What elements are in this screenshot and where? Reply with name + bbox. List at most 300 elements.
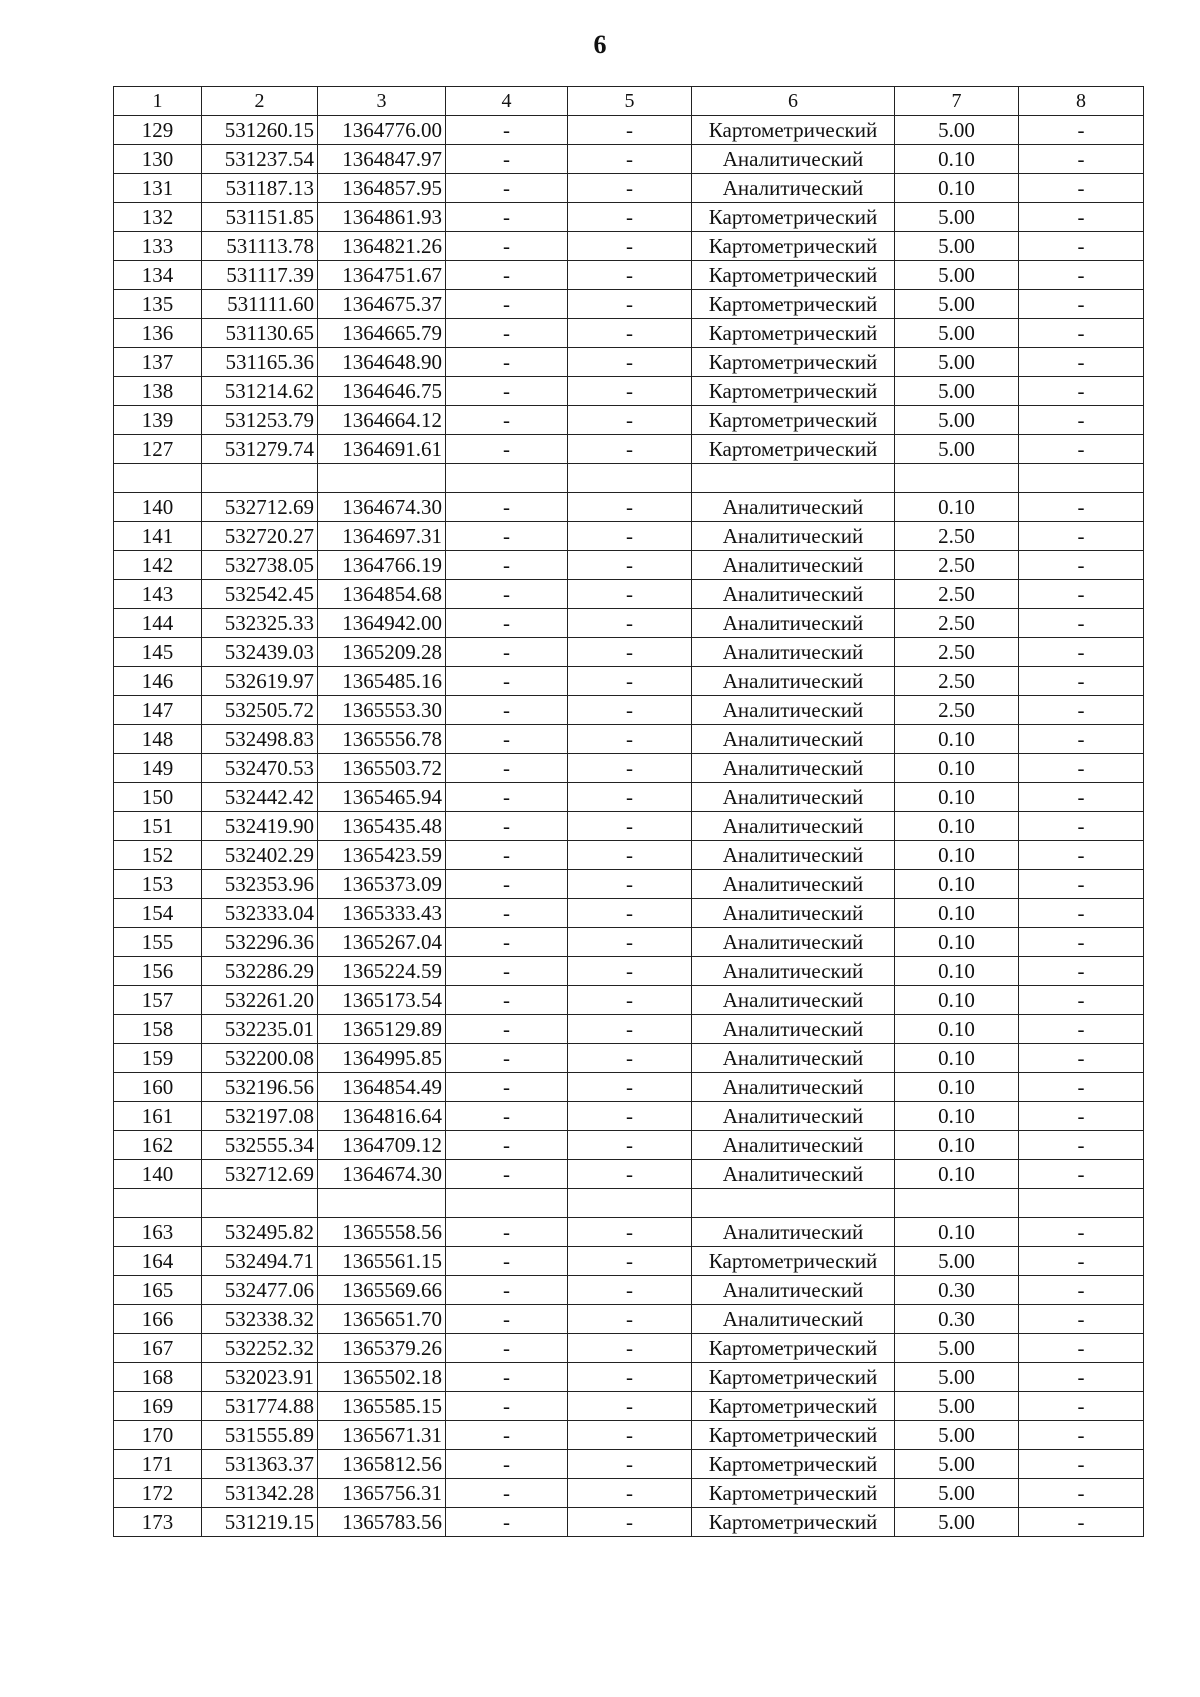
table-row — [114, 290, 1144, 319]
point-number-cell: 158 — [114, 1015, 202, 1044]
point-number-cell: 147 — [114, 696, 202, 725]
col-8-cell: - — [1019, 638, 1144, 667]
point-number-cell — [114, 1189, 202, 1218]
accuracy-cell: 0.10 — [895, 1102, 1019, 1131]
x-coordinate-cell: 532333.04 — [202, 899, 318, 928]
col-8-cell: - — [1019, 551, 1144, 580]
col-8-cell: - — [1019, 841, 1144, 870]
col-5-cell: - — [568, 580, 692, 609]
col-5-cell: - — [568, 1508, 692, 1537]
x-coordinate-cell: 531130.65 — [202, 319, 318, 348]
point-number-cell: 133 — [114, 232, 202, 261]
col-8-cell: - — [1019, 609, 1144, 638]
accuracy-cell: 0.10 — [895, 493, 1019, 522]
table-row — [114, 1363, 1144, 1392]
col-5-cell — [568, 1189, 692, 1218]
col-8-cell: - — [1019, 1508, 1144, 1537]
method-cell: Картометрический — [692, 1450, 895, 1479]
method-cell: Картометрический — [692, 1421, 895, 1450]
column-header: 7 — [895, 87, 1019, 116]
y-coordinate-cell: 1365209.28 — [318, 638, 446, 667]
y-coordinate-cell: 1365485.16 — [318, 667, 446, 696]
col-8-cell: - — [1019, 928, 1144, 957]
col-8-cell: - — [1019, 1044, 1144, 1073]
col-4-cell: - — [446, 1276, 568, 1305]
x-coordinate-cell: 532023.91 — [202, 1363, 318, 1392]
col-8-cell: - — [1019, 1363, 1144, 1392]
point-number-cell: 170 — [114, 1421, 202, 1450]
y-coordinate-cell: 1365465.94 — [318, 783, 446, 812]
col-5-cell: - — [568, 116, 692, 145]
y-coordinate-cell: 1364816.64 — [318, 1102, 446, 1131]
col-4-cell: - — [446, 406, 568, 435]
x-coordinate-cell: 531363.37 — [202, 1450, 318, 1479]
accuracy-cell: 5.00 — [895, 1508, 1019, 1537]
y-coordinate-cell: 1365373.09 — [318, 870, 446, 899]
col-5-cell: - — [568, 551, 692, 580]
table-row — [114, 319, 1144, 348]
col-5-cell: - — [568, 725, 692, 754]
point-number-cell: 167 — [114, 1334, 202, 1363]
method-cell: Аналитический — [692, 1073, 895, 1102]
point-number-cell: 154 — [114, 899, 202, 928]
table-row — [114, 580, 1144, 609]
table-row — [114, 1044, 1144, 1073]
x-coordinate-cell: 531117.39 — [202, 261, 318, 290]
accuracy-cell: 5.00 — [895, 1450, 1019, 1479]
y-coordinate-cell: 1364674.30 — [318, 1160, 446, 1189]
col-4-cell: - — [446, 1305, 568, 1334]
col-8-cell: - — [1019, 1218, 1144, 1247]
point-number-cell: 138 — [114, 377, 202, 406]
accuracy-cell: 2.50 — [895, 638, 1019, 667]
x-coordinate-cell: 532442.42 — [202, 783, 318, 812]
point-number-cell: 135 — [114, 290, 202, 319]
table-header-row — [114, 87, 1144, 116]
col-5-cell: - — [568, 1102, 692, 1131]
method-cell: Картометрический — [692, 1334, 895, 1363]
col-8-cell: - — [1019, 1131, 1144, 1160]
accuracy-cell — [895, 1189, 1019, 1218]
y-coordinate-cell: 1365569.66 — [318, 1276, 446, 1305]
point-number-cell: 146 — [114, 667, 202, 696]
method-cell: Картометрический — [692, 406, 895, 435]
col-5-cell: - — [568, 638, 692, 667]
col-4-cell: - — [446, 174, 568, 203]
col-8-cell: - — [1019, 899, 1144, 928]
table-row — [114, 174, 1144, 203]
col-8-cell: - — [1019, 290, 1144, 319]
method-cell: Аналитический — [692, 638, 895, 667]
x-coordinate-cell: 532498.83 — [202, 725, 318, 754]
y-coordinate-cell: 1364857.95 — [318, 174, 446, 203]
method-cell: Картометрический — [692, 261, 895, 290]
col-8-cell: - — [1019, 754, 1144, 783]
y-coordinate-cell: 1364847.97 — [318, 145, 446, 174]
col-8-cell: - — [1019, 1421, 1144, 1450]
x-coordinate-cell: 532470.53 — [202, 754, 318, 783]
accuracy-cell: 5.00 — [895, 290, 1019, 319]
table-row — [114, 261, 1144, 290]
table-separator-row — [114, 464, 1144, 493]
method-cell: Картометрический — [692, 290, 895, 319]
col-8-cell: - — [1019, 667, 1144, 696]
col-8-cell: - — [1019, 348, 1144, 377]
method-cell: Картометрический — [692, 116, 895, 145]
table-row — [114, 1334, 1144, 1363]
x-coordinate-cell: 531253.79 — [202, 406, 318, 435]
method-cell: Аналитический — [692, 1305, 895, 1334]
point-number-cell: 132 — [114, 203, 202, 232]
accuracy-cell: 0.10 — [895, 870, 1019, 899]
col-5-cell: - — [568, 696, 692, 725]
point-number-cell: 151 — [114, 812, 202, 841]
x-coordinate-cell: 532200.08 — [202, 1044, 318, 1073]
col-8-cell: - — [1019, 1305, 1144, 1334]
col-4-cell: - — [446, 841, 568, 870]
table-row — [114, 1479, 1144, 1508]
y-coordinate-cell: 1364942.00 — [318, 609, 446, 638]
table-row — [114, 1247, 1144, 1276]
method-cell: Аналитический — [692, 1015, 895, 1044]
col-8-cell — [1019, 464, 1144, 493]
col-4-cell: - — [446, 609, 568, 638]
col-4-cell: - — [446, 1131, 568, 1160]
col-4-cell: - — [446, 957, 568, 986]
col-8-cell: - — [1019, 1073, 1144, 1102]
col-5-cell: - — [568, 348, 692, 377]
method-cell: Аналитический — [692, 1218, 895, 1247]
col-8-cell: - — [1019, 203, 1144, 232]
col-5-cell: - — [568, 290, 692, 319]
x-coordinate-cell: 531214.62 — [202, 377, 318, 406]
col-8-cell — [1019, 1189, 1144, 1218]
accuracy-cell: 0.10 — [895, 986, 1019, 1015]
y-coordinate-cell: 1365503.72 — [318, 754, 446, 783]
point-number-cell: 136 — [114, 319, 202, 348]
col-8-cell: - — [1019, 696, 1144, 725]
point-number-cell: 139 — [114, 406, 202, 435]
method-cell: Картометрический — [692, 1479, 895, 1508]
point-number-cell: 155 — [114, 928, 202, 957]
accuracy-cell: 0.10 — [895, 1015, 1019, 1044]
accuracy-cell: 2.50 — [895, 609, 1019, 638]
accuracy-cell: 0.10 — [895, 1131, 1019, 1160]
col-5-cell: - — [568, 406, 692, 435]
table-row — [114, 754, 1144, 783]
table-row — [114, 667, 1144, 696]
accuracy-cell: 2.50 — [895, 522, 1019, 551]
method-cell: Аналитический — [692, 551, 895, 580]
col-8-cell: - — [1019, 1392, 1144, 1421]
accuracy-cell: 5.00 — [895, 1247, 1019, 1276]
point-number-cell: 168 — [114, 1363, 202, 1392]
table-row — [114, 696, 1144, 725]
x-coordinate-cell: 532738.05 — [202, 551, 318, 580]
point-number-cell: 149 — [114, 754, 202, 783]
y-coordinate-cell — [318, 1189, 446, 1218]
col-4-cell: - — [446, 522, 568, 551]
x-coordinate-cell: 532402.29 — [202, 841, 318, 870]
table-row — [114, 1392, 1144, 1421]
x-coordinate-cell: 531555.89 — [202, 1421, 318, 1450]
table-row — [114, 1421, 1144, 1450]
y-coordinate-cell: 1364648.90 — [318, 348, 446, 377]
point-number-cell: 163 — [114, 1218, 202, 1247]
col-4-cell: - — [446, 986, 568, 1015]
y-coordinate-cell: 1364766.19 — [318, 551, 446, 580]
col-4-cell: - — [446, 580, 568, 609]
y-coordinate-cell: 1364854.68 — [318, 580, 446, 609]
method-cell: Картометрический — [692, 1508, 895, 1537]
accuracy-cell: 0.10 — [895, 754, 1019, 783]
col-8-cell: - — [1019, 406, 1144, 435]
accuracy-cell: 5.00 — [895, 406, 1019, 435]
point-number-cell: 166 — [114, 1305, 202, 1334]
table-row — [114, 348, 1144, 377]
col-8-cell: - — [1019, 145, 1144, 174]
col-4-cell: - — [446, 1508, 568, 1537]
point-number-cell: 144 — [114, 609, 202, 638]
x-coordinate-cell: 532235.01 — [202, 1015, 318, 1044]
col-5-cell: - — [568, 174, 692, 203]
y-coordinate-cell: 1364674.30 — [318, 493, 446, 522]
y-coordinate-cell: 1365783.56 — [318, 1508, 446, 1537]
method-cell: Картометрический — [692, 435, 895, 464]
table-row — [114, 870, 1144, 899]
method-cell: Картометрический — [692, 319, 895, 348]
col-5-cell: - — [568, 1479, 692, 1508]
accuracy-cell: 5.00 — [895, 1421, 1019, 1450]
col-8-cell: - — [1019, 580, 1144, 609]
col-5-cell: - — [568, 957, 692, 986]
col-5-cell: - — [568, 1334, 692, 1363]
col-4-cell: - — [446, 783, 568, 812]
y-coordinate-cell: 1364646.75 — [318, 377, 446, 406]
accuracy-cell: 0.10 — [895, 899, 1019, 928]
point-number-cell: 157 — [114, 986, 202, 1015]
col-5-cell: - — [568, 261, 692, 290]
col-4-cell — [446, 464, 568, 493]
col-8-cell: - — [1019, 493, 1144, 522]
table-separator-row — [114, 1189, 1144, 1218]
col-4-cell: - — [446, 754, 568, 783]
table-body — [114, 87, 1144, 1537]
table-row — [114, 841, 1144, 870]
y-coordinate-cell: 1364664.12 — [318, 406, 446, 435]
table-row — [114, 551, 1144, 580]
method-cell: Аналитический — [692, 493, 895, 522]
point-number-cell: 169 — [114, 1392, 202, 1421]
y-coordinate-cell: 1365561.15 — [318, 1247, 446, 1276]
col-4-cell: - — [446, 928, 568, 957]
accuracy-cell: 0.30 — [895, 1276, 1019, 1305]
method-cell: Аналитический — [692, 145, 895, 174]
col-5-cell: - — [568, 1392, 692, 1421]
table-row — [114, 1015, 1144, 1044]
method-cell: Аналитический — [692, 609, 895, 638]
col-4-cell: - — [446, 667, 568, 696]
table-row — [114, 783, 1144, 812]
x-coordinate-cell: 532286.29 — [202, 957, 318, 986]
x-coordinate-cell: 531774.88 — [202, 1392, 318, 1421]
col-5-cell: - — [568, 319, 692, 348]
table-row — [114, 377, 1144, 406]
method-cell: Аналитический — [692, 899, 895, 928]
col-5-cell: - — [568, 812, 692, 841]
x-coordinate-cell: 532495.82 — [202, 1218, 318, 1247]
col-8-cell: - — [1019, 783, 1144, 812]
point-number-cell: 140 — [114, 1160, 202, 1189]
accuracy-cell: 5.00 — [895, 261, 1019, 290]
method-cell: Аналитический — [692, 696, 895, 725]
table-row — [114, 435, 1144, 464]
col-4-cell: - — [446, 319, 568, 348]
col-5-cell: - — [568, 986, 692, 1015]
table-row — [114, 812, 1144, 841]
col-4-cell: - — [446, 812, 568, 841]
col-8-cell: - — [1019, 1247, 1144, 1276]
col-8-cell: - — [1019, 1160, 1144, 1189]
col-4-cell: - — [446, 261, 568, 290]
col-4-cell: - — [446, 638, 568, 667]
accuracy-cell: 5.00 — [895, 203, 1019, 232]
y-coordinate-cell: 1365553.30 — [318, 696, 446, 725]
column-header: 3 — [318, 87, 446, 116]
table-row — [114, 725, 1144, 754]
col-4-cell: - — [446, 1247, 568, 1276]
accuracy-cell: 2.50 — [895, 696, 1019, 725]
method-cell — [692, 464, 895, 493]
table-row — [114, 232, 1144, 261]
x-coordinate-cell: 531187.13 — [202, 174, 318, 203]
col-8-cell: - — [1019, 1334, 1144, 1363]
method-cell: Картометрический — [692, 1247, 895, 1276]
col-8-cell: - — [1019, 522, 1144, 551]
point-number-cell: 159 — [114, 1044, 202, 1073]
point-number-cell: 153 — [114, 870, 202, 899]
accuracy-cell: 5.00 — [895, 348, 1019, 377]
point-number-cell: 131 — [114, 174, 202, 203]
table-row — [114, 1305, 1144, 1334]
col-5-cell: - — [568, 1305, 692, 1334]
x-coordinate-cell: 531237.54 — [202, 145, 318, 174]
method-cell: Аналитический — [692, 580, 895, 609]
y-coordinate-cell: 1365173.54 — [318, 986, 446, 1015]
accuracy-cell: 0.10 — [895, 1160, 1019, 1189]
y-coordinate-cell: 1364697.31 — [318, 522, 446, 551]
method-cell: Аналитический — [692, 725, 895, 754]
col-4-cell: - — [446, 1334, 568, 1363]
accuracy-cell: 2.50 — [895, 580, 1019, 609]
x-coordinate-cell: 532720.27 — [202, 522, 318, 551]
table-row — [114, 1276, 1144, 1305]
col-5-cell: - — [568, 841, 692, 870]
col-5-cell: - — [568, 377, 692, 406]
y-coordinate-cell: 1365556.78 — [318, 725, 446, 754]
method-cell: Аналитический — [692, 957, 895, 986]
y-coordinate-cell — [318, 464, 446, 493]
col-4-cell: - — [446, 1392, 568, 1421]
point-number-cell: 172 — [114, 1479, 202, 1508]
column-header: 1 — [114, 87, 202, 116]
col-4-cell: - — [446, 1073, 568, 1102]
col-4-cell: - — [446, 232, 568, 261]
x-coordinate-cell: 532494.71 — [202, 1247, 318, 1276]
col-4-cell: - — [446, 1363, 568, 1392]
col-4-cell: - — [446, 696, 568, 725]
y-coordinate-cell: 1365671.31 — [318, 1421, 446, 1450]
accuracy-cell: 5.00 — [895, 319, 1019, 348]
col-5-cell: - — [568, 754, 692, 783]
x-coordinate-cell — [202, 1189, 318, 1218]
col-4-cell: - — [446, 348, 568, 377]
x-coordinate-cell: 532252.32 — [202, 1334, 318, 1363]
table-row — [114, 1131, 1144, 1160]
y-coordinate-cell: 1365651.70 — [318, 1305, 446, 1334]
accuracy-cell: 0.10 — [895, 725, 1019, 754]
x-coordinate-cell: 532338.32 — [202, 1305, 318, 1334]
col-5-cell: - — [568, 1421, 692, 1450]
method-cell: Аналитический — [692, 812, 895, 841]
point-number-cell: 145 — [114, 638, 202, 667]
col-4-cell: - — [446, 116, 568, 145]
col-4-cell: - — [446, 870, 568, 899]
column-header: 6 — [692, 87, 895, 116]
column-header: 2 — [202, 87, 318, 116]
col-5-cell: - — [568, 870, 692, 899]
x-coordinate-cell: 532197.08 — [202, 1102, 318, 1131]
col-5-cell: - — [568, 1131, 692, 1160]
x-coordinate-cell — [202, 464, 318, 493]
col-5-cell: - — [568, 1160, 692, 1189]
x-coordinate-cell: 532712.69 — [202, 493, 318, 522]
col-4-cell: - — [446, 1450, 568, 1479]
table-row — [114, 1102, 1144, 1131]
method-cell: Аналитический — [692, 522, 895, 551]
col-5-cell: - — [568, 667, 692, 696]
col-8-cell: - — [1019, 870, 1144, 899]
col-5-cell: - — [568, 1276, 692, 1305]
x-coordinate-cell: 532505.72 — [202, 696, 318, 725]
method-cell: Картометрический — [692, 1392, 895, 1421]
table-row — [114, 1450, 1144, 1479]
page-number: 6 — [593, 30, 607, 59]
col-5-cell: - — [568, 435, 692, 464]
accuracy-cell: 0.30 — [895, 1305, 1019, 1334]
method-cell: Аналитический — [692, 783, 895, 812]
method-cell: Аналитический — [692, 928, 895, 957]
accuracy-cell: 0.10 — [895, 1218, 1019, 1247]
accuracy-cell: 5.00 — [895, 1363, 1019, 1392]
y-coordinate-cell: 1365585.15 — [318, 1392, 446, 1421]
table-row — [114, 493, 1144, 522]
table-row — [114, 609, 1144, 638]
col-4-cell: - — [446, 725, 568, 754]
accuracy-cell: 0.10 — [895, 841, 1019, 870]
col-4-cell: - — [446, 1160, 568, 1189]
col-5-cell: - — [568, 522, 692, 551]
col-5-cell: - — [568, 609, 692, 638]
method-cell: Аналитический — [692, 1160, 895, 1189]
col-4-cell: - — [446, 899, 568, 928]
col-8-cell: - — [1019, 1102, 1144, 1131]
table-row — [114, 1160, 1144, 1189]
y-coordinate-cell: 1364821.26 — [318, 232, 446, 261]
col-4-cell: - — [446, 1015, 568, 1044]
y-coordinate-cell: 1365129.89 — [318, 1015, 446, 1044]
accuracy-cell: 0.10 — [895, 1073, 1019, 1102]
